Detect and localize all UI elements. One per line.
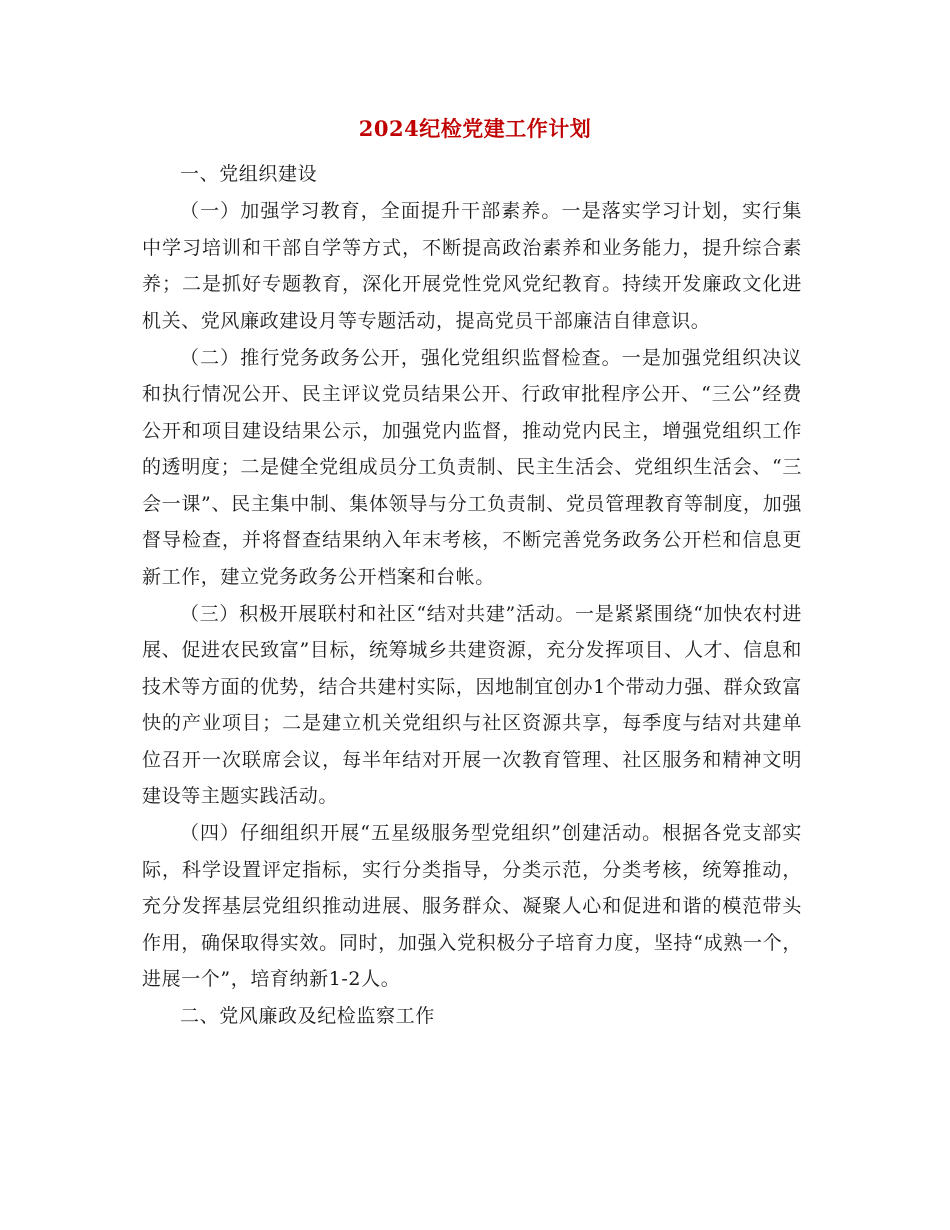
paragraph-affairs-disclosure: （二）推行党务政务公开，强化党组织监督检查。一是加强党组织决议和执行情况公开、民主评议党员结果公开、行政审批程序公开、“三公”经费公开和项目建设结果公示，加强党内监督，推动党内民主，增强党组织工作的透明度；二是健全党组成员分工负责制、民主生活会、党组织生活会、“三会一课”、民主集中制、集体领导与分工负责制、党员管理教育等制度，加强督导检查，并将督查结果纳入年末考核，不断完善党务政务公开栏和信息更新工作，建立党务政务公开档案和台帐。	[142, 346, 802, 588]
paragraph-learning-education: （一）加强学习教育，全面提升干部素养。一是落实学习计划，实行集中学习培训和干部自学等方式，不断提高政治素养和业务能力，提升综合素养；二是抓好专题教育，深化开展党性党风党纪教育。持续开发廉政文化进机关、党风廉政建设月等专题活动，提高党员干部廉洁自律意识。	[142, 200, 802, 332]
document-body	[142, 156, 802, 1036]
section-heading-discipline-inspection: 二、党风廉政及纪检监察工作	[180, 1005, 435, 1028]
document-title: 2024纪检党建工作计划	[358, 116, 592, 141]
paragraph-five-star-organization: （四）仔细组织开展“五星级服务型党组织”创建活动。根据各党支部实际，科学设置评定指标，实行分类指导，分类示范，分类考核，统筹推动，充分发挥基层党组织推动进展、服务群众、凝聚人心和促进和谐的模范带头作用，确保取得实效。同时，加强入党积极分子培育力度，坚持“成熟一个，进展一个”，培育纳新1-2人。	[142, 822, 802, 991]
paragraph-paired-construction: （三）积极开展联村和社区“结对共建”活动。一是紧紧围绕“加快农村进展、促进农民致富”目标，统筹城乡共建资源，充分发挥项目、人才、信息和技术等方面的优势，结合共建村实际，因地制宜创办1个带动力强、群众致富快的产业项目；二是建立机关党组织与社区资源共享，每季度与结对共建单位召开一次联席会议，每半年结对开展一次教育管理、社区服务和精神文明建设等主题实践活动。	[142, 602, 802, 808]
section-heading-party-organization: 一、党组织建设	[180, 163, 318, 185]
